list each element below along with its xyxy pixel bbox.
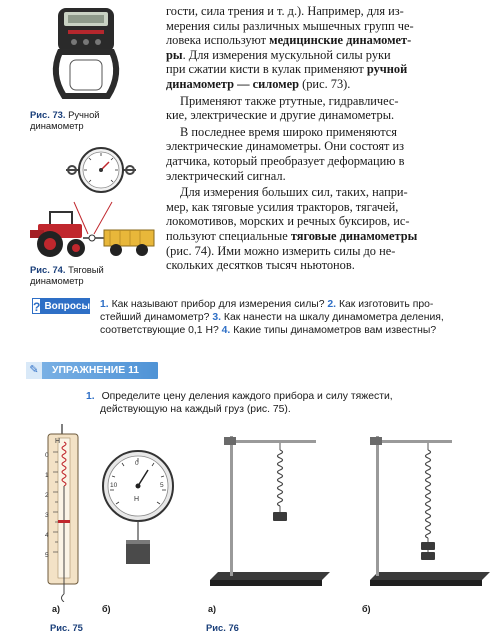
question-text: Как нанести на шкалу динамометра деления, <box>223 312 444 323</box>
exercise-text: действующую на каждый груз (рис. 75). <box>100 404 291 415</box>
text-line: динамометр — силомер (рис. 73). <box>166 76 351 91</box>
text-line: гости, сила трения и т. д.). Например, для из- <box>166 4 404 18</box>
exercise-text: Определите цену деления каждого прибора и силу тяжести, <box>101 391 393 402</box>
tick-label: 3 <box>45 512 49 519</box>
text-line: скольких десятков тысяч ньютонов. <box>166 258 355 273</box>
tick-label: 0 <box>45 452 49 459</box>
question-text: стейший динамометр? <box>100 312 210 323</box>
dial-tick-10: 10 <box>110 482 118 489</box>
spring-scale-unit: Н <box>55 438 61 445</box>
text-line: (рис. 74). Ими можно измерить силы до не- <box>166 243 396 258</box>
fig74-text-b: динамометр <box>30 275 84 286</box>
figure-74-tractor <box>28 200 158 260</box>
figure-74-caption <box>30 264 140 286</box>
text-line: электрический сигнал. <box>166 168 286 183</box>
question-number: 3. <box>212 312 222 323</box>
question-number: 4. <box>221 325 231 336</box>
questions-badge <box>32 298 90 314</box>
text-line: пользуют специальные тяговые динамометры <box>166 228 418 243</box>
question-line-1 <box>100 298 496 311</box>
bold-term: медицинские динамомет- <box>269 33 412 48</box>
fig73-number: Рис. 73. <box>30 109 66 120</box>
fig73-text-b: динамометр <box>30 120 84 131</box>
question-mark-icon: ? <box>33 300 41 314</box>
text-line: Применяют также ртутные, гидравличес- <box>180 93 399 108</box>
exercise-banner <box>26 362 158 379</box>
figure-73-caption <box>30 109 140 131</box>
figure-73-hand-dynamometer <box>30 4 130 104</box>
fig76-label-b: б) <box>362 604 371 614</box>
tractive-dynamometer-gauge <box>64 140 138 200</box>
text-line: кие, электрические и другие динамометры. <box>166 108 395 123</box>
fig74-text-a: Тяговый <box>68 264 104 275</box>
figure-76b-stand <box>364 432 494 594</box>
tick-label: 1 <box>45 472 49 479</box>
pencil-icon: ✎ <box>26 362 42 379</box>
tick-label: 5 <box>45 552 49 559</box>
figure-76a-stand <box>204 432 334 594</box>
fig75-label-a: а) <box>52 604 61 614</box>
bold-term: динамометр — силомер <box>166 76 300 91</box>
text-line: ловека используют медицинские динамомет- <box>166 33 412 48</box>
spring-scale-ticks <box>45 446 55 566</box>
fig74-number: Рис. 74. <box>30 264 66 275</box>
text-line: В последнее время широко применяются <box>180 124 397 139</box>
bold-term: тяговые динамометры <box>290 228 418 243</box>
text-line: при сжатии кисти в кулак применяют ручной <box>166 62 408 77</box>
main-text-column <box>166 4 496 273</box>
exercise-banner-label: УПРАЖНЕНИЕ 11 <box>52 365 140 376</box>
fig76-label-a: а) <box>208 604 217 614</box>
question-text: Как называют прибор для измерения силы? <box>111 299 325 310</box>
fig76-caption: Рис. 76 <box>206 622 239 633</box>
figure-75b-dial-scale <box>100 448 176 588</box>
exercise-number: 1. <box>86 391 95 402</box>
text-line: локомотивов, морских и речных буксиров, ис- <box>166 214 410 229</box>
question-line-2 <box>100 311 496 324</box>
fig75-caption: Рис. 75 <box>50 622 83 633</box>
text-line: ры. Для измерения мускульной силы руки <box>166 47 391 62</box>
question-text: Как изготовить про- <box>338 299 434 310</box>
text-line: электрические динамометры. Они состоят из <box>166 139 405 154</box>
questions-badge-label: Вопросы <box>44 300 90 312</box>
exercise-line-1 <box>86 390 496 403</box>
dial-tick-5: 5 <box>160 482 164 489</box>
dial-unit: Н <box>134 496 140 503</box>
text-line: мерения силы различных мышечных групп че- <box>166 18 414 33</box>
text-line: датчика, который преобразует деформацию в <box>166 153 405 168</box>
bold-term: ручной <box>366 62 408 77</box>
questions-text <box>100 298 496 337</box>
question-number: 2. <box>327 299 337 310</box>
fig73-text-a: Ручной <box>68 109 100 120</box>
dial-tick-0: 0 <box>135 460 139 467</box>
tick-label: 4 <box>45 532 49 539</box>
question-text: Какие типы динамометров вам известны? <box>233 325 437 336</box>
exercise-item <box>86 390 496 416</box>
question-text: соответствующие 0,1 Н? <box>100 325 219 336</box>
fig75-label-b: б) <box>102 604 111 614</box>
tick-label: 2 <box>45 492 49 499</box>
bold-term: ры <box>166 47 183 62</box>
question-line-3 <box>100 324 496 337</box>
exercise-line-2 <box>86 403 496 416</box>
question-number: 1. <box>100 299 109 310</box>
text-line: Для измерения больших сил, таких, напри- <box>180 185 408 200</box>
text-line: мер, как тяговые усилия тракторов, тягачей, <box>166 199 399 214</box>
